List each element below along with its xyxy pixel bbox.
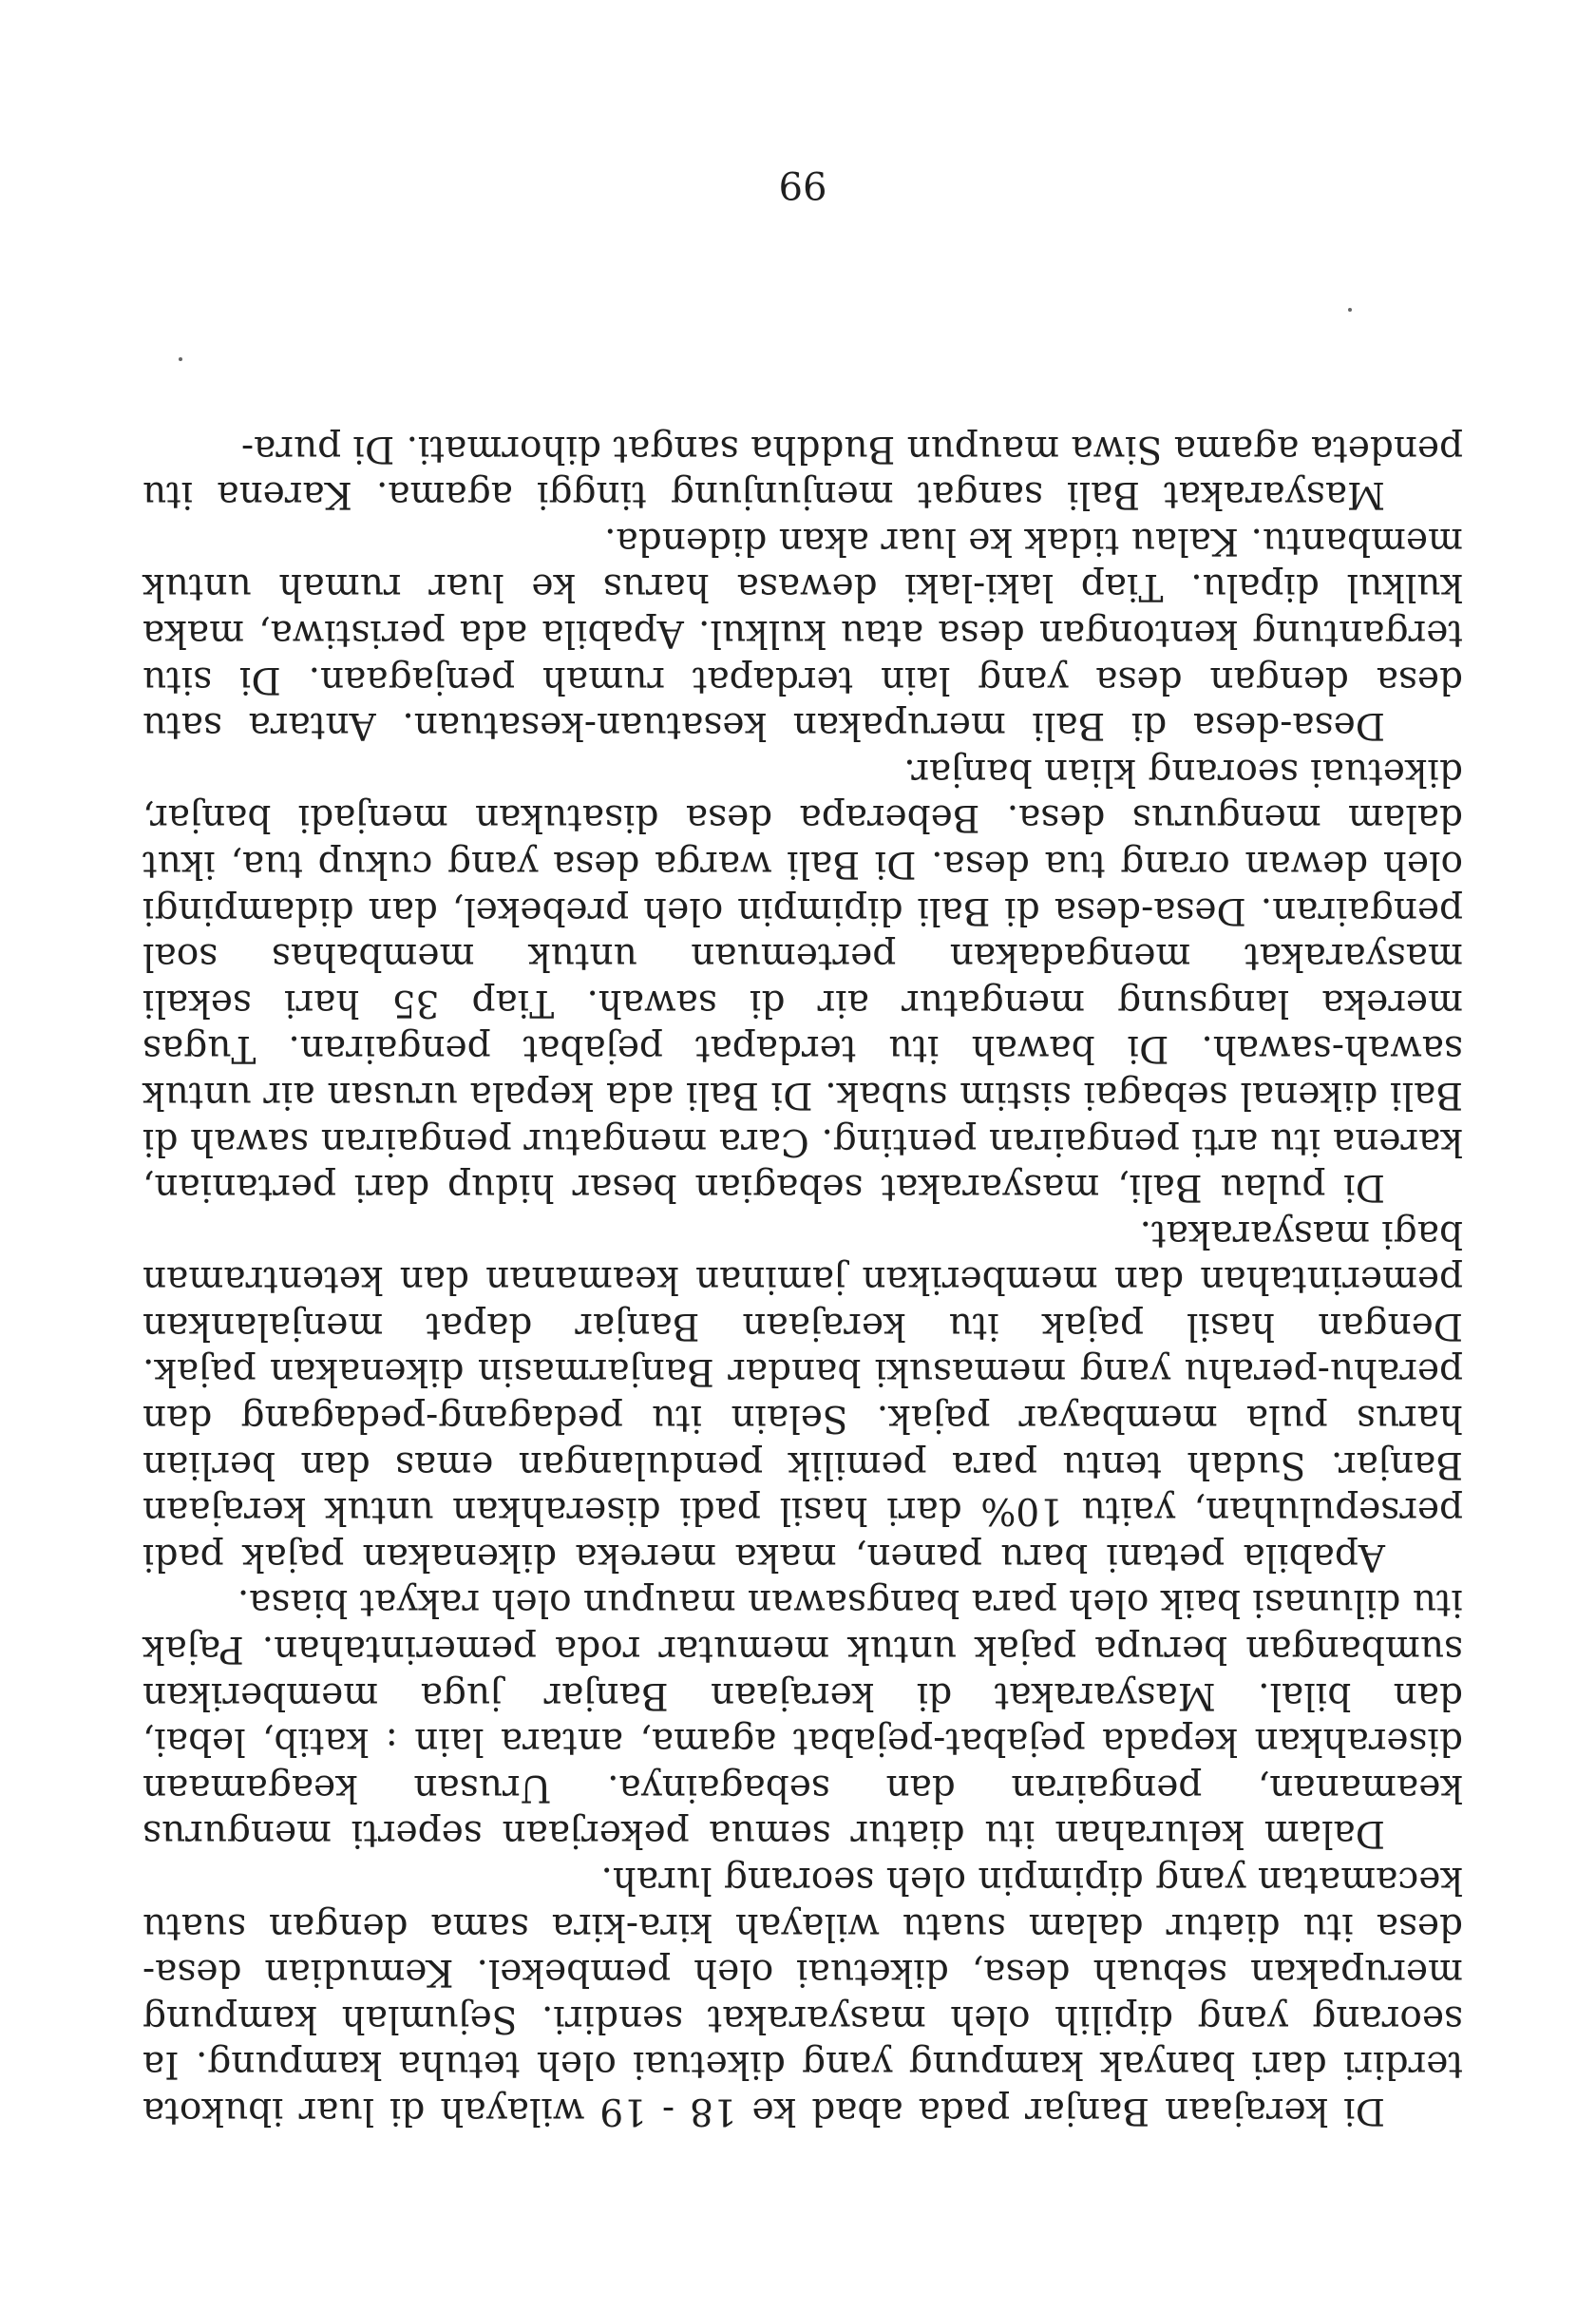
- paragraph: Apabila petani baru panen, maka mereka dikenakan pajak padi persepuluhan, yaitu 10% dari hasil padi diserahkan untuk kerajaan Banjar. Sudah tentu para pemilik pendulangan emas dan berlian harus pula membayar pajak. Selain itu pedagang-pedagang dan perahu-perahu yang memasuki bandar Banjarmasin dikenakan pajak. Dengan hasil pajak itu kerajaan Banjar dapat menjalankan pemerintahan dan memberikan jaminan keamanan dan ketentraman bagi masyarakat.: [142, 1212, 1463, 1578]
- page-number: 99: [778, 162, 827, 206]
- paragraph: Masyarakat Bali sangat menjunjung tinggi agama. Karena itu pendeta agama Siwa maupun Buddha sangat dihormati. Di pura-: [142, 427, 1463, 517]
- scan-speck: [179, 357, 182, 361]
- body-text: [142, 425, 1463, 2133]
- paragraph: Dalam kelurahan itu diatur semua pekerjaan seperti mengurus keamanan, pengairan dan sebagainya. Urusan keagamaan diserahkan kepada pejabat-pejabat agama, antara lain : katib, lebai, dan bilal. Masyarakat di kerajaan Banjar juga memberikan sumbangan berupa pajak untuk memutar roda pemerintahan. Pajak itu dilunasi baik oleh para bangsawan maupun oleh rakyat biasa.: [142, 1581, 1463, 1856]
- paragraph: Desa-desa di Bali merupakan kesatuan-kesatuan. Antara satu desa dengan desa yang lain terdapat rumah penjagaan. Di situ tergantung kentongan desa atau kulkul. Apabila ada peristiwa, maka kulkul dipalu. Tiap laki-laki dewasa harus ke luar rumah untuk membantu. Kalau tidak ke luar akan didenda.: [142, 519, 1463, 748]
- scan-speck: [1348, 308, 1352, 312]
- paragraph: Di pulau Bali, masyarakat sebagian besar hidup dari pertanian, karena itu arti pengairan penting. Cara mengatur pengairan sawah di Bali dikenal sebagai sistim subak. Di Bali ada kepala urusan air untuk sawah-sawah. Di bawah itu terdapat pejabat pengairan. Tugas mereka langsung mengatur air di sawah. Tiap 35 hari sekali masyarakat mengadakan pertemuan untuk membahas soal pengairan. Desa-desa di Bali dipimpin oleh prebekel, dan didampingi oleh dewan orang tua desa. Di Bali warga desa yang cukup tua, ikut dalam mengurus desa. Beberapa desa disatukan menjadi banjar, diketuai seorang klian banjar.: [142, 750, 1463, 1210]
- paragraph: Di kerajaan Banjar pada abad ke 18 - 19 wilayah di luar ibukota terdiri dari banyak kampung yang diketuai oleh tetuha kampung. Ia seorang yang dipilih oleh masyarakat sendiri. Sejumlah kampung merupakan sebuah desa, diketuai oleh pembekel. Kemudian desa-desa itu diatur dalam suatu wilayah kira-kira sama dengan suatu kecamatan yang dipimpin oleh seorang lurah.: [142, 1859, 1463, 2132]
